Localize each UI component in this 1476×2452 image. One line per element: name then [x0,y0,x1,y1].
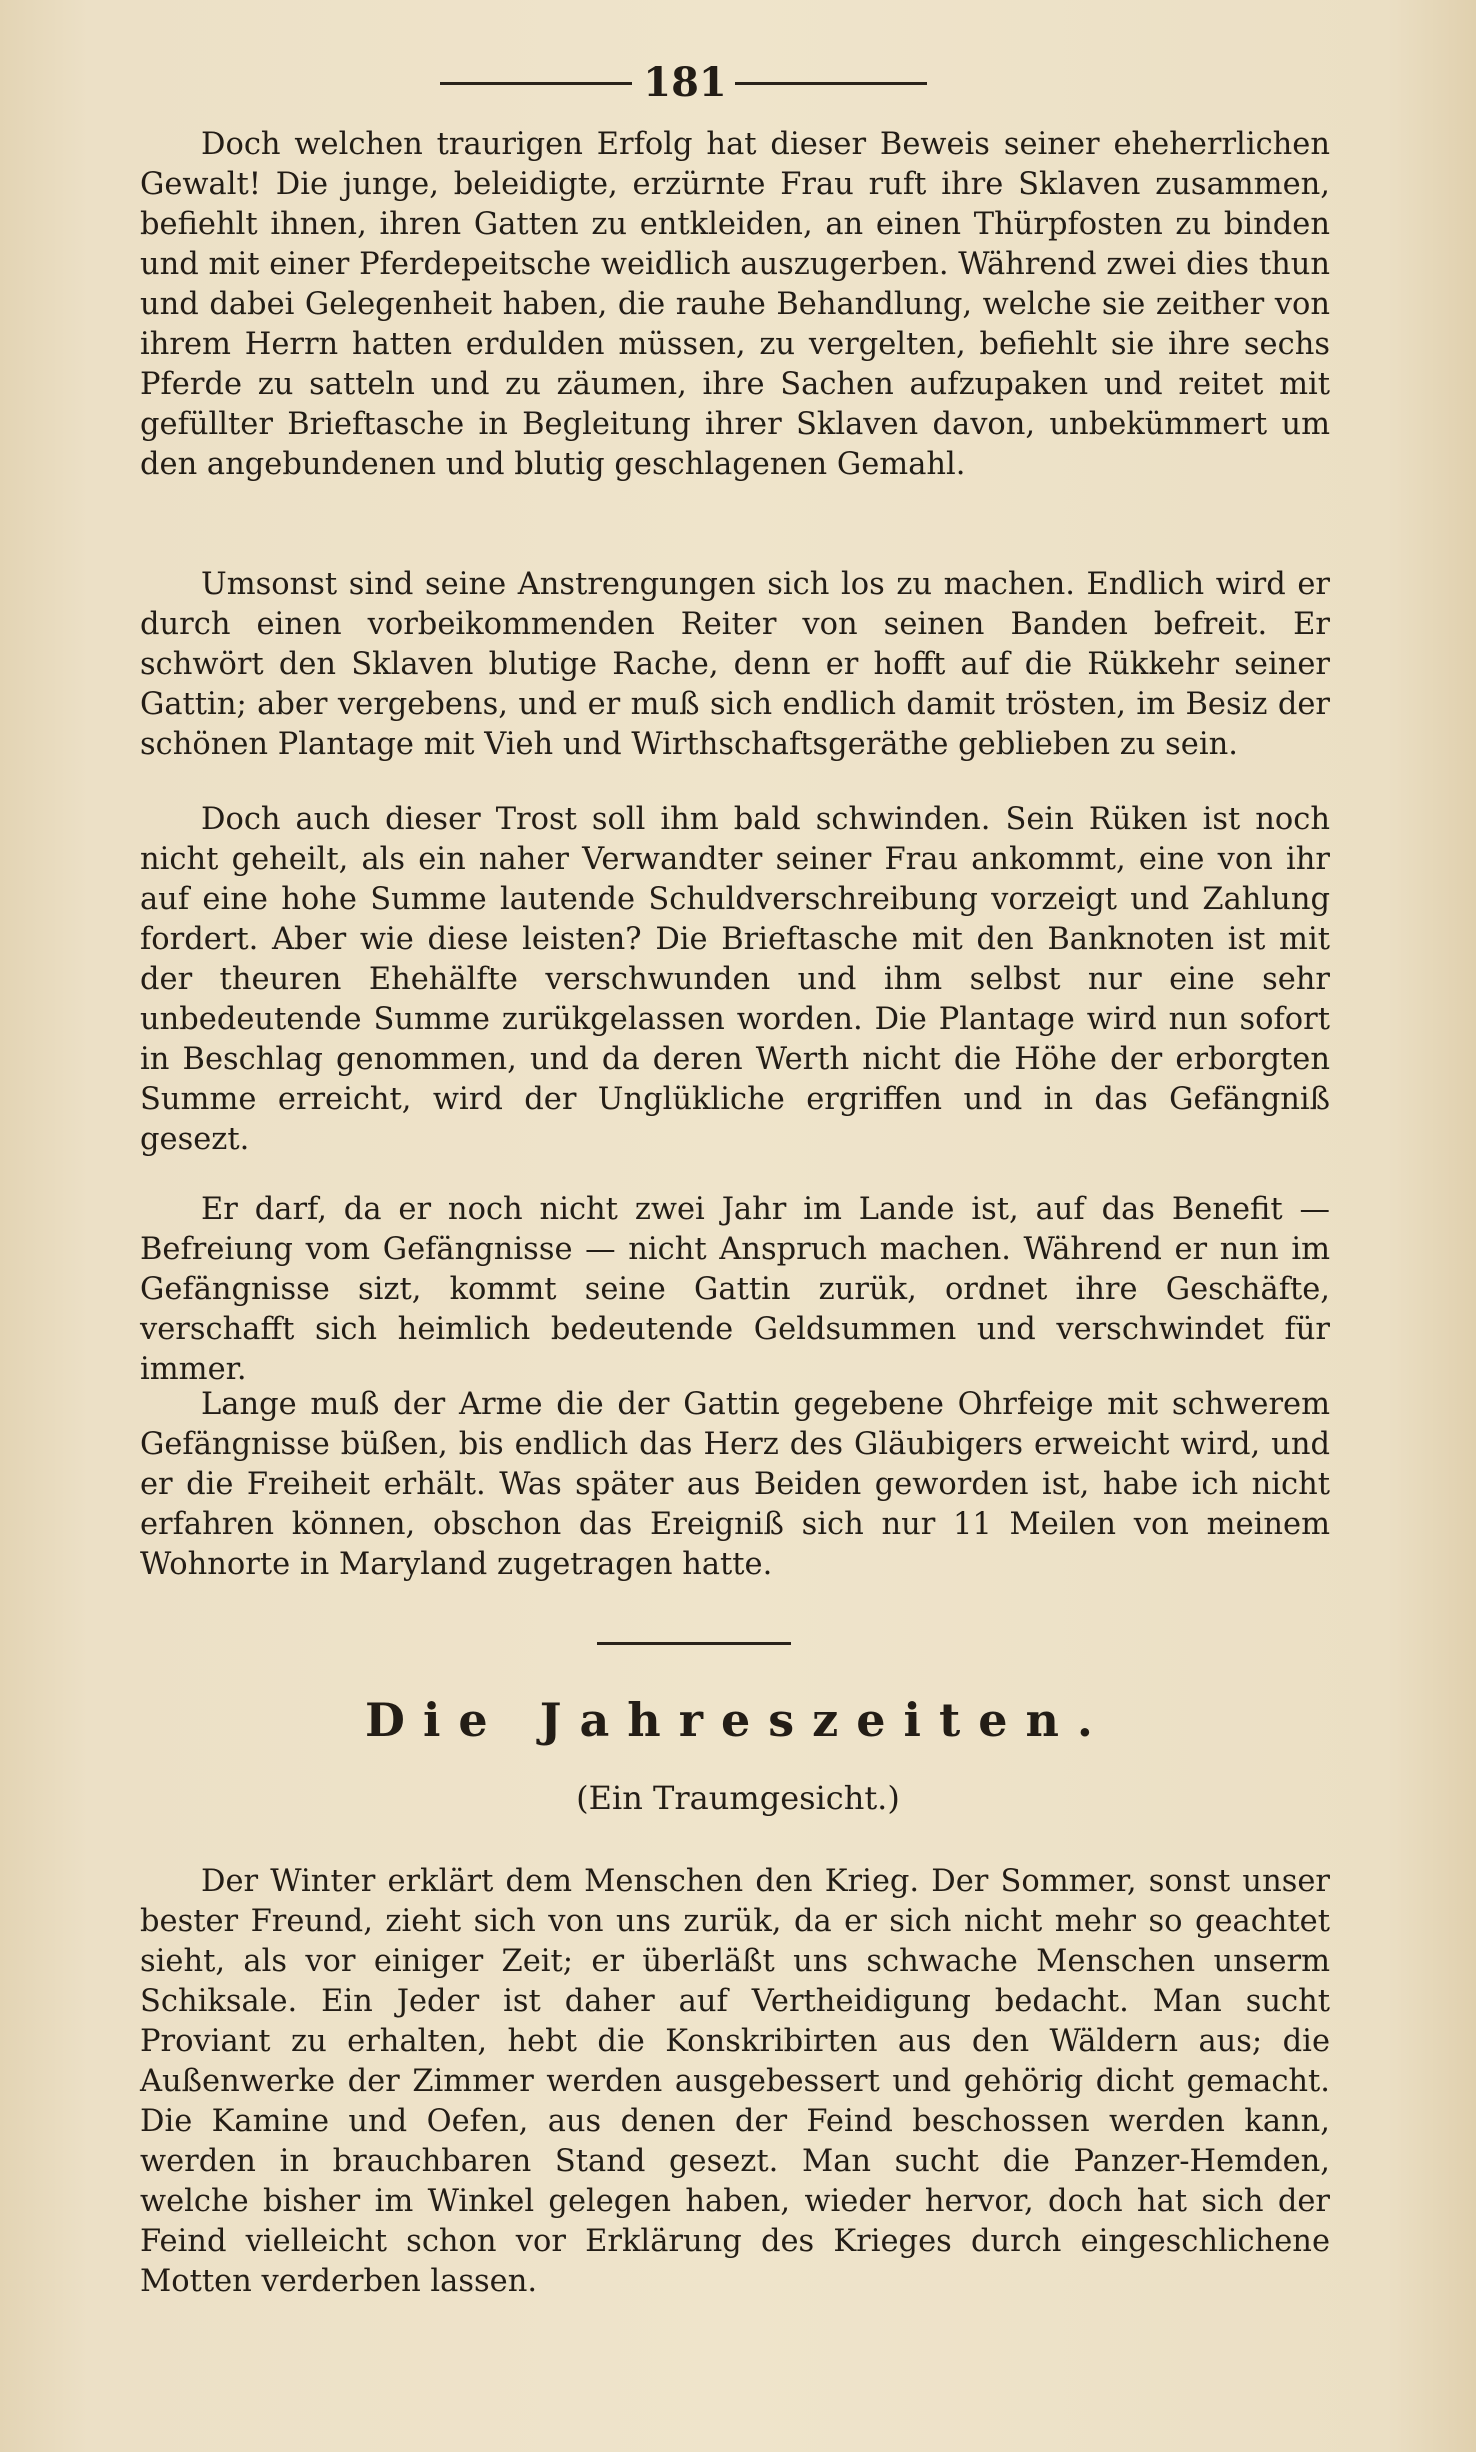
paragraph-1-block [140,125,1330,485]
header-rule-left [440,82,632,85]
section-title: Die Jahreszeiten. [365,1693,1111,1747]
page-header [0,58,1476,108]
paragraph-5: Lange muß der Arme die der Gattin gegebene Ohrfeige mit schwerem Gefängnisse büßen, bis endlich das Herz des Gläubigers erweicht wird, und er die Freiheit erhält. Was später aus Beiden geworden ist, habe ich nicht erfahren können, obschon das Ereigniß sich nur 11 Meilen von meinem Wohnorte in Maryland zugetragen hatte. [140,1387,1330,1582]
paragraph-5-block [140,1385,1330,1585]
paragraph-3: Doch auch dieser Trost soll ihm bald schwinden. Sein Rüken ist noch nicht geheilt, als ein naher Verwandter seiner Frau ankommt, eine von ihr auf eine hohe Summe lautende Schuldverschreibung vorzeigt und Zahlung fordert. Aber wie diese leisten? Die Brieftasche mit den Banknoten ist mit der theuren Ehehälfte verschwunden und ihm selbst nur eine sehr unbedeutende Summe zurükgelassen worden. Die Plantage wird nun sofort in Beschlag genommen, und da deren Werth nicht die Höhe der erborgten Summe erreicht, wird der Unglükliche ergriffen und in das Gefängniß gesezt. [140,802,1330,1157]
header-rule-right [735,82,927,85]
page-number: 181 [643,59,727,106]
paragraph-1: Doch welchen traurigen Erfolg hat dieser Beweis seiner eheherrlichen Gewalt! Die junge, beleidigte, erzürnte Frau ruft ihre Sklaven zusammen, befiehlt ihnen, ihren Gatten zu entkleiden, an einen Thürpfosten zu binden und mit einer Pferdepeitsche weidlich auszugerben. Während zwei dies thun und dabei Gelegenheit haben, die rauhe Behandlung, welche sie zeither von ihrem Herrn hatten erdulden müssen, zu vergelten, befiehlt sie ihre sechs Pferde zu satteln und zu zäumen, ihre Sachen aufzupaken und reitet mit gefüllter Brieftasche in Begleitung ihrer Sklaven davon, unbekümmert um den angebundenen und blutig geschlagenen Gemahl. [140,127,1330,482]
section-paragraph-block [140,1862,1330,2302]
section-divider [597,1642,791,1645]
paragraph-2: Umsonst sind seine Anstrengungen sich los zu machen. Endlich wird er durch einen vorbeikommenden Reiter von seinen Banden befreit. Er schwört den Sklaven blutige Rache, denn er hofft auf die Rükkehr seiner Gattin; aber vergebens, und er muß sich endlich damit trösten, im Besiz der schönen Plantage mit Vieh und Wirthschaftsgeräthe geblieben zu sein. [140,567,1330,762]
paragraph-4-block [140,1190,1330,1390]
section-subtitle: (Ein Traumgesicht.) [576,1779,900,1817]
paragraph-3-block [140,800,1330,1160]
paragraph-2-block [140,565,1330,765]
paragraph-4: Er darf, da er noch nicht zwei Jahr im Lande ist, auf das Benefit — Befreiung vom Gefängnisse — nicht Anspruch machen. Während er nun im Gefängnisse sizt, kommt seine Gattin zurük, ordnet ihre Geschäfte, verschafft sich heimlich bedeutende Geldsummen und verschwindet für immer. [140,1192,1330,1387]
section-paragraph: Der Winter erklärt dem Menschen den Krieg. Der Sommer, sonst unser bester Freund, zieht sich von uns zurük, da er sich nicht mehr so geachtet sieht, als vor einiger Zeit; er überläßt uns schwache Menschen unserm Schiksale. Ein Jeder ist daher auf Vertheidigung bedacht. Man sucht Proviant zu erhalten, hebt die Konskribirten aus den Wäldern aus; die Außenwerke der Zimmer werden ausgebessert und gehörig dicht gemacht. Die Kamine und Oefen, aus denen der Feind beschossen werden kann, werden in brauchbaren Stand gesezt. Man sucht die Panzer-Hemden, welche bisher im Winkel gelegen haben, wieder hervor, doch hat sich der Feind vielleicht schon vor Erklärung des Krieges durch eingeschlichene Motten verderben lassen. [140,1864,1330,2299]
